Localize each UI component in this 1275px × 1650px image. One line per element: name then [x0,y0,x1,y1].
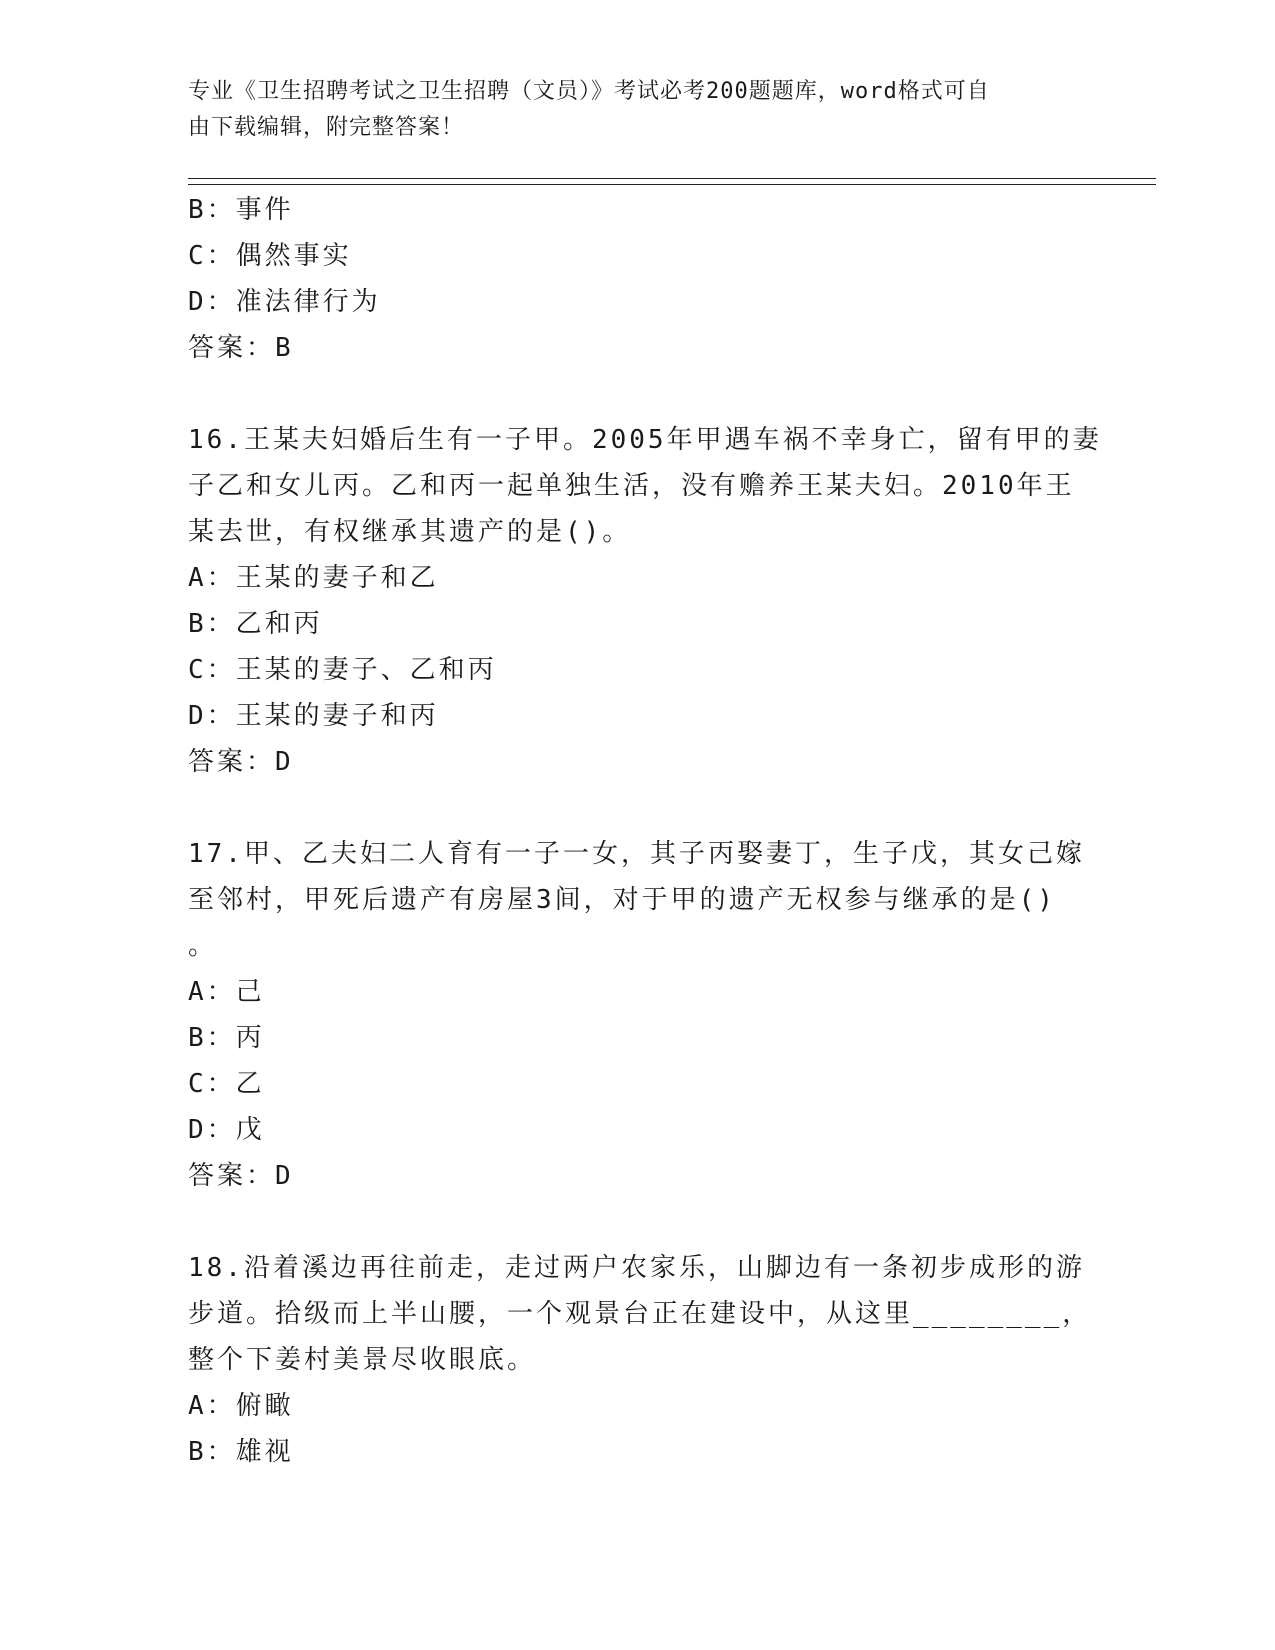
answer-line: 答案：D [188,1161,294,1191]
question-text-line: 整个下姜村美景尽收眼底。 [188,1345,537,1375]
question-text-line: 某去世，有权继承其遗产的是()。 [188,517,632,547]
question-text-line: 16.王某夫妇婚后生有一子甲。2005年甲遇车祸不幸身亡，留有甲的妻 [188,425,1102,455]
spacer [188,785,1088,831]
option-c: C：乙 [188,1069,265,1099]
option-c: C：王某的妻子、乙和丙 [188,655,497,685]
previous-question-block [188,187,1088,371]
header-line-1: 专业《卫生招聘考试之卫生招聘（文员）》考试必考200题题库，word格式可自 [188,79,990,104]
option-a: A：俯瞰 [188,1391,294,1421]
option-b: B：事件 [188,195,294,225]
question-18-block [188,1245,1092,1475]
question-text-line: 至邻村，甲死后遗产有房屋3间，对于甲的遗产无权参与继承的是() [188,885,1056,915]
option-b: B：乙和丙 [188,609,323,639]
question-text-line: 步道。拾级而上半山腰，一个观景台正在建设中，从这里________， [188,1299,1092,1329]
option-c: C：偶然事实 [188,241,352,271]
option-d: D：王某的妻子和丙 [188,701,439,731]
answer-line: 答案：B [188,333,294,363]
question-17-block [188,831,1088,1199]
answer-line: 答案：D [188,747,294,777]
option-b: B：丙 [188,1023,265,1053]
option-d: D：戊 [188,1115,265,1145]
question-16-block [188,417,1102,785]
question-text-line: 子乙和女儿丙。乙和丙一起单独生活，没有赡养王某夫妇。2010年王 [188,471,1075,501]
option-a: A：王某的妻子和乙 [188,563,439,593]
document-header [188,74,1068,146]
question-text-line: 17.甲、乙夫妇二人育有一子一女，其子丙娶妻丁，生子戊，其女己嫁 [188,839,1085,869]
question-text-line: 18.沿着溪边再往前走，走过两户农家乐，山脚边有一条初步成形的游 [188,1253,1085,1283]
spacer [188,371,1088,417]
option-d: D：准法律行为 [188,287,381,317]
header-divider [188,178,1156,185]
option-b: B：雄视 [188,1437,294,1467]
document-body [188,187,1102,1475]
option-a: A：己 [188,977,265,1007]
question-text-line: 。 [188,931,218,961]
spacer [188,1199,1088,1245]
header-line-2: 由下载编辑，附完整答案！ [188,115,465,140]
